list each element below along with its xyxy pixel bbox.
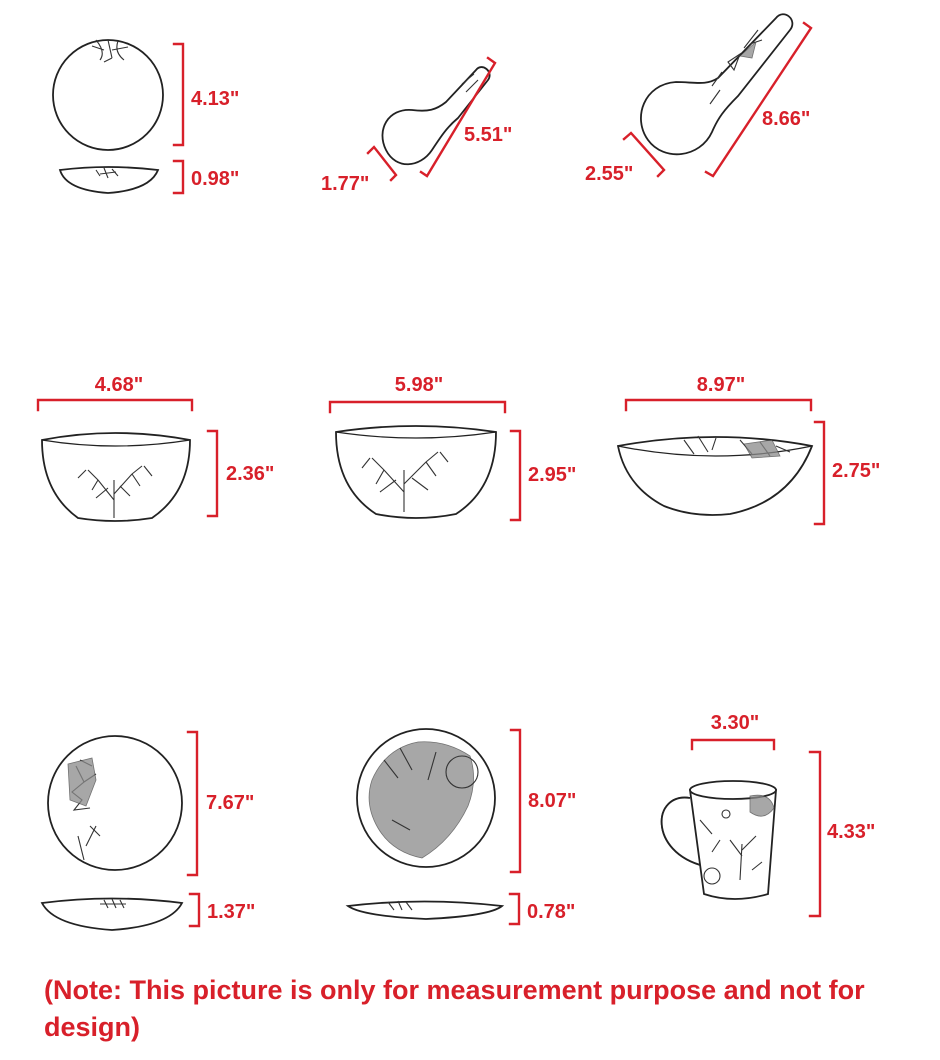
medium-bowl <box>336 426 496 518</box>
small-plate-top-view <box>53 40 163 150</box>
dinner-plate-height-label: 1.37" <box>207 901 256 923</box>
flat-plate-side-view <box>348 901 502 919</box>
small-spoon-length-label: 5.51" <box>464 124 513 146</box>
medium-bowl-width-label: 5.98" <box>394 374 444 396</box>
small-bowl-width-label: 4.68" <box>94 374 144 396</box>
large-spoon-width-label: 2.55" <box>585 163 634 185</box>
mug-width-label: 3.30" <box>710 712 760 734</box>
large-spoon <box>641 14 792 154</box>
flat-plate-top-view <box>357 729 495 867</box>
mug <box>662 781 776 899</box>
large-spoon-length-label: 8.66" <box>762 108 811 130</box>
large-bowl-width-label: 8.97" <box>696 374 746 396</box>
dinner-plate-top-view <box>48 736 182 870</box>
dinner-plate-side-view <box>42 899 182 931</box>
flat-plate-diameter-label: 8.07" <box>528 790 577 812</box>
small-spoon <box>382 67 489 164</box>
mug-height-label: 4.33" <box>827 821 876 843</box>
small-plate-height-label: 0.98" <box>191 168 240 190</box>
small-bowl-height-label: 2.36" <box>226 463 275 485</box>
small-plate-side-view <box>60 167 158 193</box>
large-bowl-height-label: 2.75" <box>832 460 881 482</box>
medium-bowl-height-label: 2.95" <box>528 464 577 486</box>
measurement-note: (Note: This picture is only for measurement purpose and not for design) <box>44 975 865 1042</box>
small-spoon-width-label: 1.77" <box>321 173 370 195</box>
small-plate-diameter-label: 4.13" <box>191 88 240 110</box>
large-bowl <box>618 436 812 515</box>
flat-plate-height-label: 0.78" <box>527 901 576 923</box>
dinner-plate-diameter-label: 7.67" <box>206 792 255 814</box>
small-bowl <box>42 433 190 521</box>
